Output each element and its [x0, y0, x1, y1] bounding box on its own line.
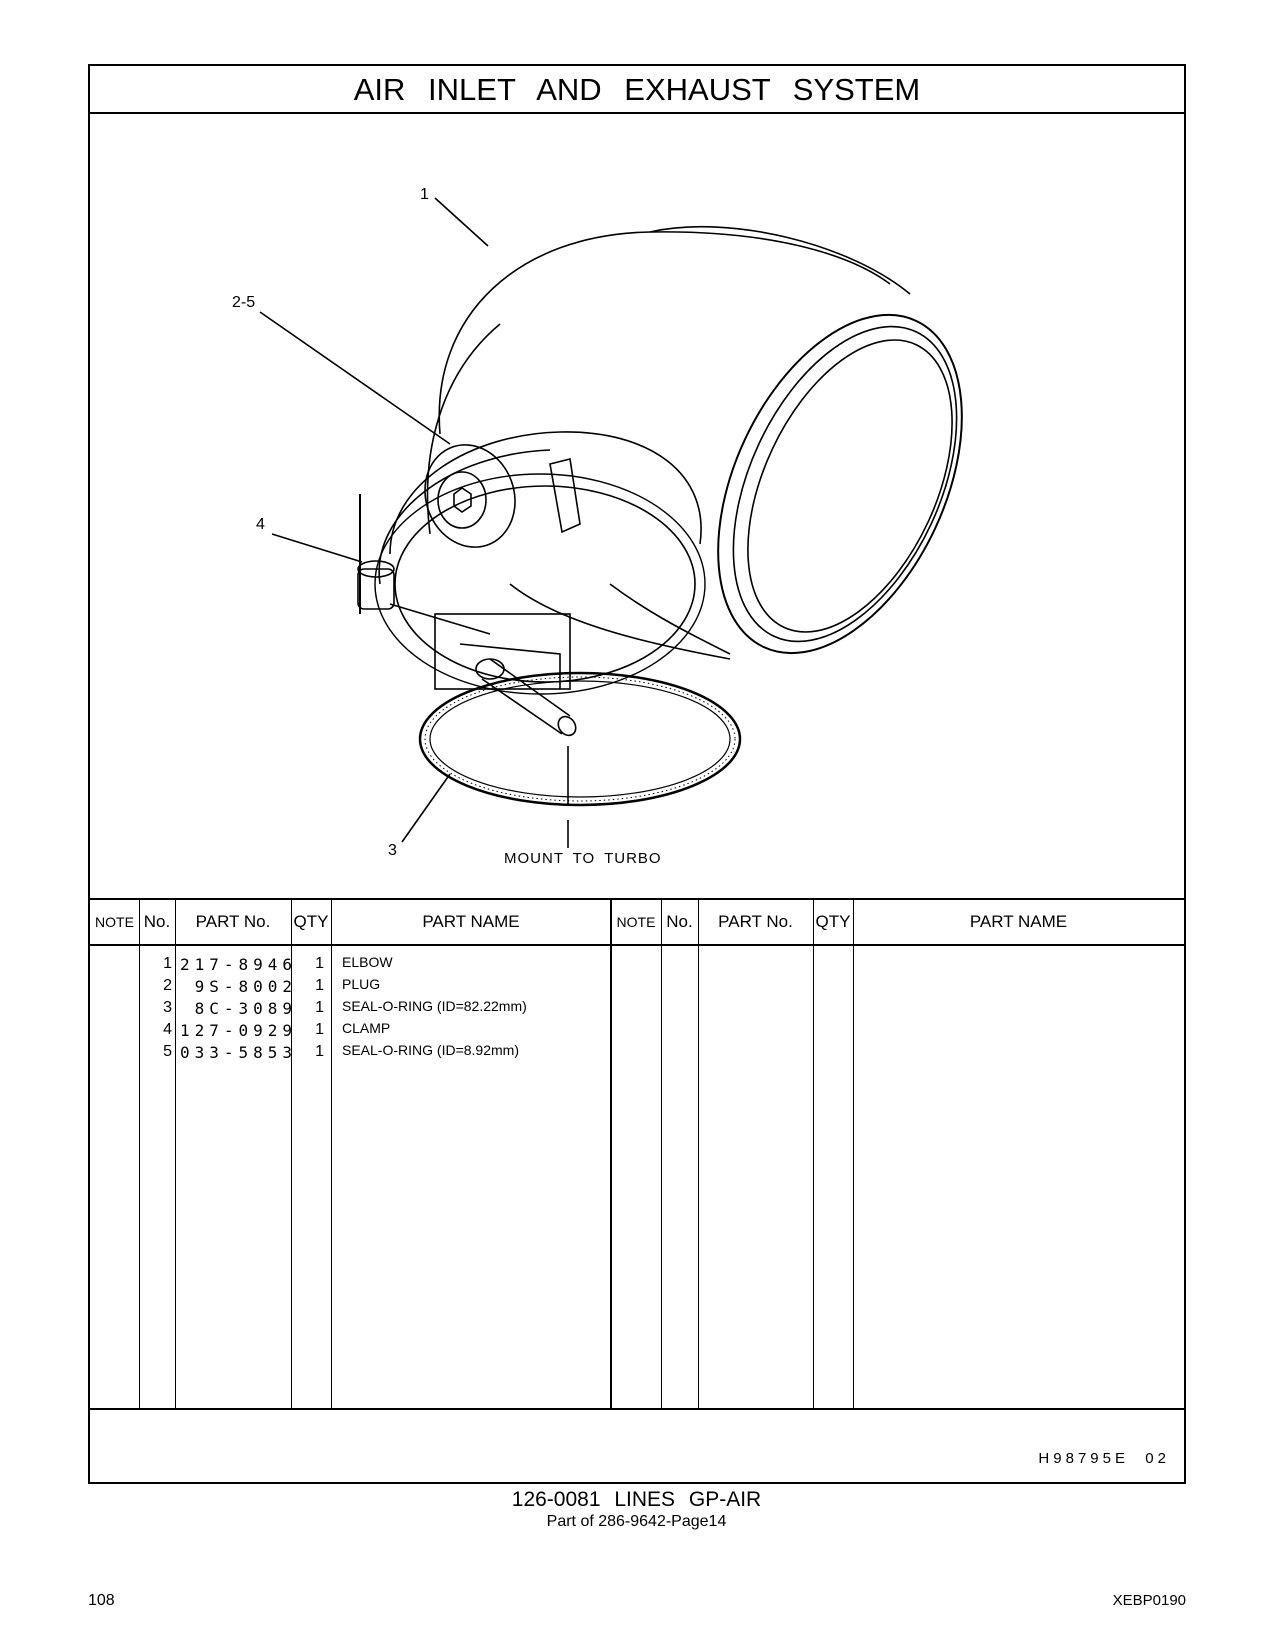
illustration-code-box — [90, 1410, 1184, 1482]
quantity: 1 — [315, 999, 324, 1016]
elbow-assembly-illustration — [90, 114, 1184, 904]
table-row — [90, 996, 630, 1018]
quantity: 1 — [315, 1021, 324, 1038]
part-name: SEAL-O-RING (ID=8.92mm) — [342, 1042, 519, 1058]
item-number: 2 — [163, 977, 172, 994]
table-row — [90, 974, 630, 996]
table-row — [90, 1040, 630, 1062]
part-number: 127-0929 — [180, 1021, 298, 1040]
item-number: 5 — [163, 1043, 172, 1060]
item-number: 4 — [163, 1021, 172, 1038]
column-divider — [853, 900, 854, 1408]
header-no-2: No. — [666, 912, 693, 931]
table-row — [90, 1018, 630, 1040]
part-name: PLUG — [342, 976, 381, 992]
header-note: NOTE — [95, 914, 134, 930]
header-no: No. — [143, 912, 171, 931]
parts-table-header — [90, 900, 1184, 946]
part-of-caption: Part of 286-9642-Page14 — [546, 1513, 727, 1530]
part-number: 9S-8002 — [180, 977, 298, 996]
quantity: 1 — [315, 1043, 324, 1060]
callout-4: 4 — [256, 516, 265, 533]
quantity: 1 — [315, 955, 324, 972]
callout-1: 1 — [420, 186, 429, 203]
header-part-no-2: PART No. — [718, 912, 793, 931]
quantity: 1 — [315, 977, 324, 994]
part-name: SEAL-O-RING (ID=82.22mm) — [342, 998, 527, 1014]
part-name: CLAMP — [342, 1020, 391, 1036]
page-title: AIR INLET AND EXHAUST SYSTEM — [90, 66, 1184, 114]
document-id: XEBP0190 — [1112, 1592, 1186, 1609]
table-row — [90, 952, 630, 974]
illustration-code: H98795E 02 — [1038, 1450, 1170, 1467]
callout-2-5: 2-5 — [232, 294, 256, 311]
parts-sheet-frame — [88, 64, 1186, 1484]
header-qty-2: QTY — [815, 912, 851, 931]
column-divider — [813, 900, 814, 1408]
exploded-view-figure — [90, 114, 1184, 904]
part-number: 8C-3089 — [180, 999, 298, 1018]
mount-to-turbo-note: MOUNT TO TURBO — [504, 850, 662, 867]
header-qty: QTY — [293, 912, 329, 931]
column-divider — [661, 900, 662, 1408]
part-number: 217-8946 — [180, 955, 298, 974]
item-number: 3 — [163, 999, 172, 1016]
parts-table — [90, 898, 1184, 1410]
header-note-2: NOTE — [616, 914, 656, 930]
header-part-name-2: PART NAME — [969, 912, 1068, 931]
group-caption: 126-0081 LINES GP-AIR — [511, 1488, 762, 1511]
item-number: 1 — [163, 955, 172, 972]
page-number: 108 — [88, 1592, 115, 1609]
header-part-name: PART NAME — [422, 912, 520, 931]
header-part-no: PART No. — [195, 912, 271, 931]
callout-3: 3 — [388, 842, 397, 859]
part-number: 033-5853 — [180, 1043, 298, 1062]
part-name: ELBOW — [342, 954, 393, 970]
column-divider — [698, 900, 699, 1408]
